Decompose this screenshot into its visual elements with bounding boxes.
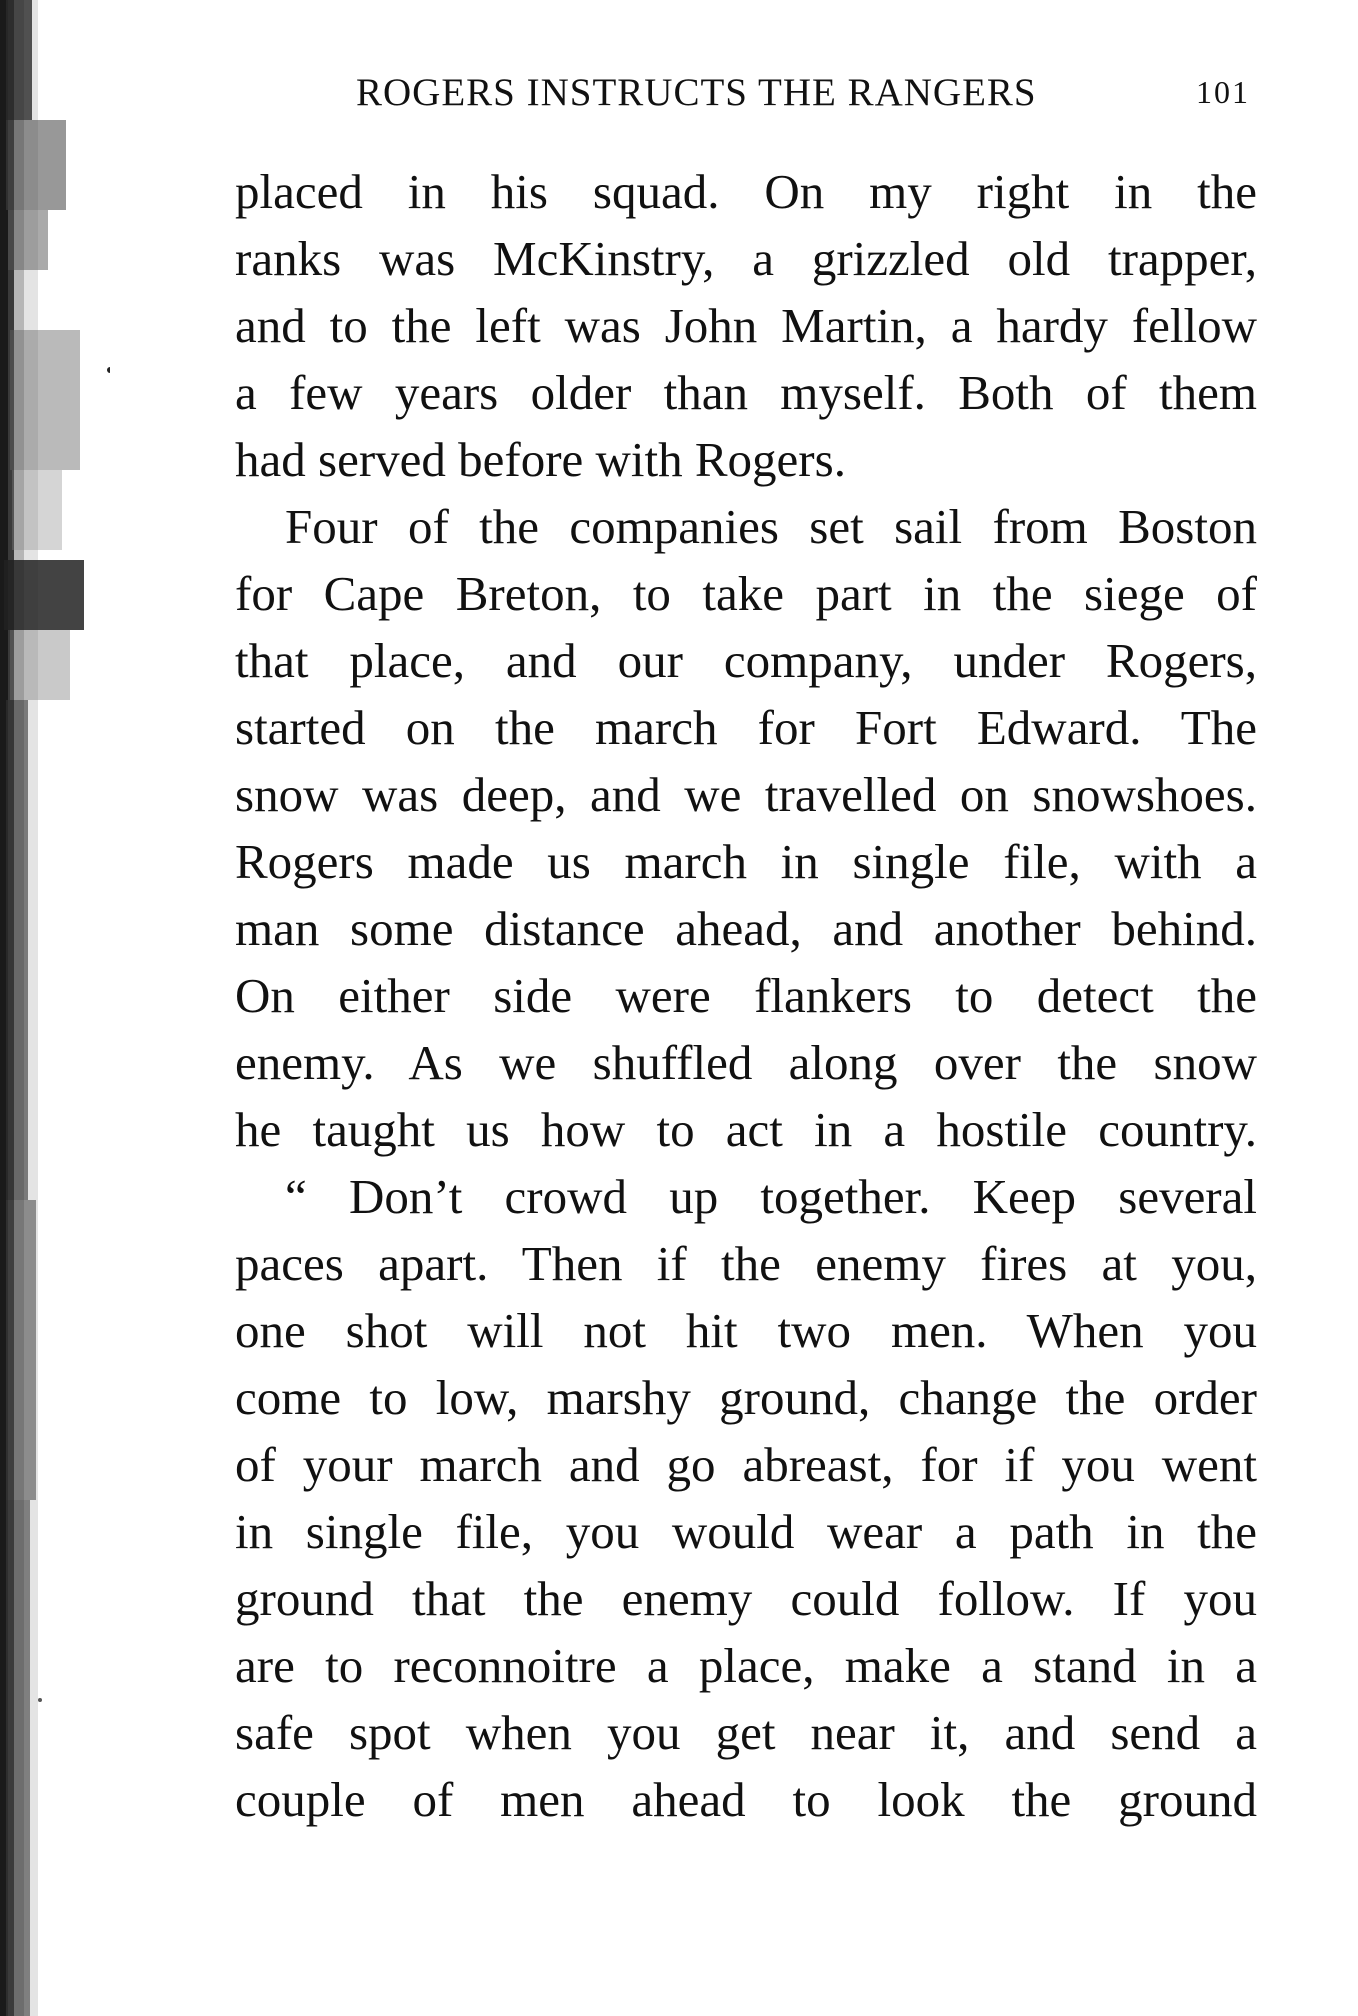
text-line: started on the march for Fort Edward. The (235, 700, 1257, 755)
text-line: one shot will not hit two men. When you (235, 1303, 1257, 1358)
text-line: a few years older than myself. Both of them (235, 365, 1257, 420)
text-line: are to reconnoitre a place, make a stand in a (235, 1638, 1257, 1693)
text-line: placed in his squad. On my right in the (235, 164, 1257, 219)
text-line: ground that the enemy could follow. If you (235, 1571, 1257, 1626)
text-line: had served before with Rogers. (235, 432, 846, 487)
text-line: On either side were flankers to detect the (235, 968, 1257, 1023)
text-line: snow was deep, and we travelled on snowshoes. (235, 767, 1257, 822)
text-line: man some distance ahead, and another behind. (235, 901, 1257, 956)
text-line: in single file, you would wear a path in the (235, 1504, 1257, 1559)
text-line: that place, and our company, under Rogers, (235, 633, 1257, 688)
text-line: Four of the companies set sail from Boston (285, 499, 1257, 554)
text-line: of your march and go abreast, for if you went (235, 1437, 1257, 1492)
running-title: ROGERS INSTRUCTS THE RANGERS (356, 71, 1037, 114)
text-line: “ Don’t crowd up together. Keep several (285, 1169, 1257, 1224)
text-line: come to low, marshy ground, change the order (235, 1370, 1257, 1425)
text-line: ranks was McKinstry, a grizzled old trapper, (235, 231, 1257, 286)
page-number: 101 (1196, 74, 1250, 110)
text-line: paces apart. Then if the enemy fires at you, (235, 1236, 1257, 1291)
text-line: and to the left was John Martin, a hardy fellow (235, 298, 1257, 353)
binding-shadow (0, 0, 110, 2016)
running-header (0, 60, 1358, 120)
text-line: Rogers made us march in single file, with a (235, 834, 1257, 889)
text-line: couple of men ahead to look the ground (235, 1772, 1257, 1827)
text-line: safe spot when you get near it, and send a (235, 1705, 1257, 1760)
text-line: for Cape Breton, to take part in the siege of (235, 566, 1257, 621)
body-text (235, 158, 1257, 1833)
text-line: he taught us how to act in a hostile country. (235, 1102, 1257, 1157)
text-line: enemy. As we shuffled along over the snow (235, 1035, 1257, 1090)
